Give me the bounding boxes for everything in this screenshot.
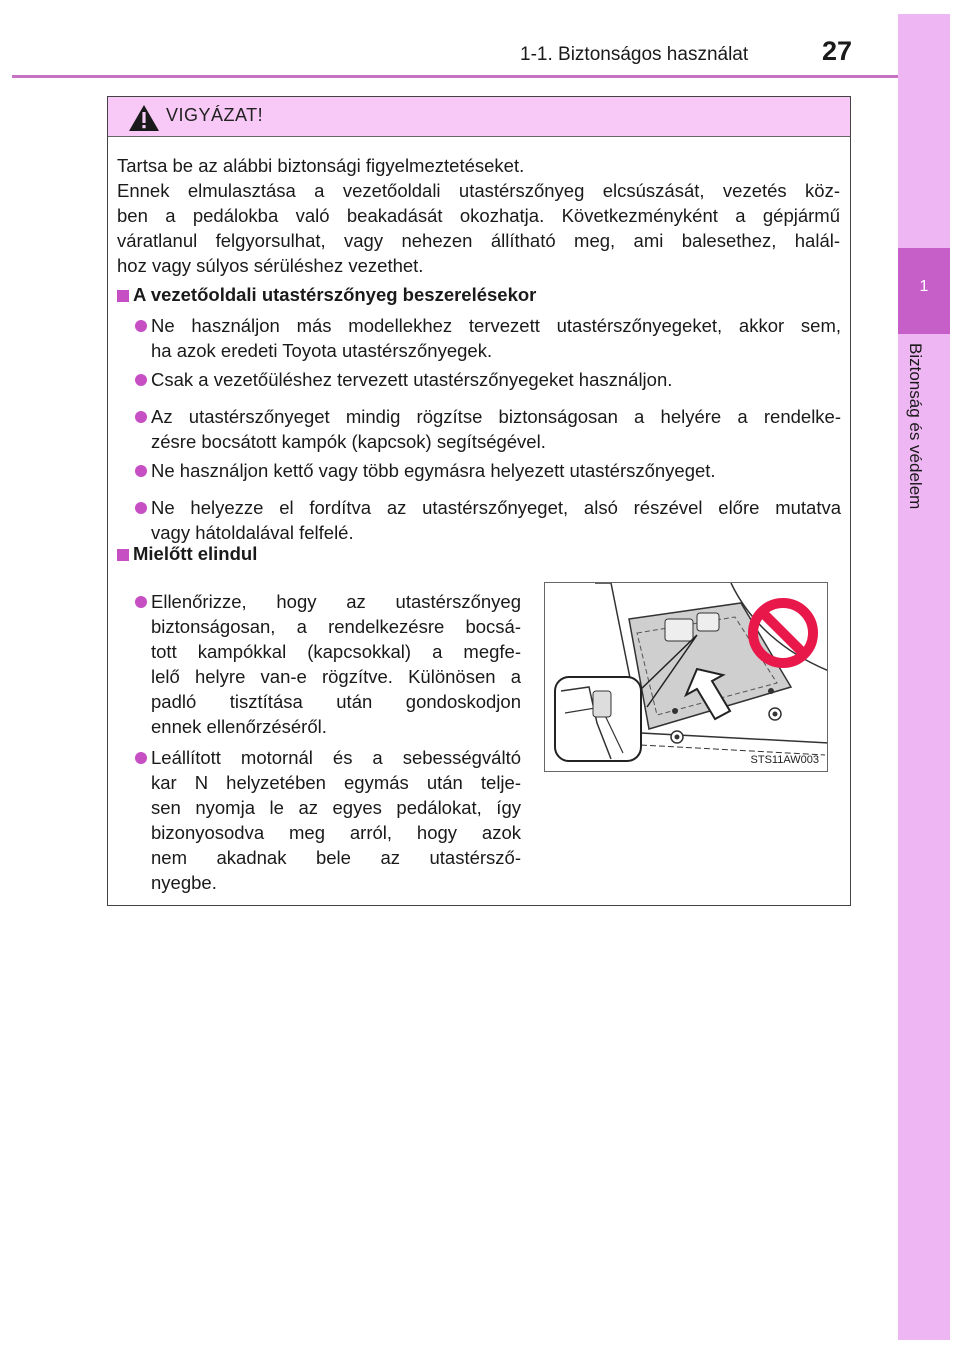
bullet-text: nyegbe.: [151, 872, 217, 893]
section-title: Mielőtt elindul: [133, 543, 258, 564]
warning-triangle-icon: [128, 104, 160, 132]
bullet-dot: [135, 320, 147, 332]
bullet-text: lelő helyre van-e rögzítve. Különösen a: [151, 666, 521, 687]
warning-header: [108, 97, 850, 137]
bullet-text: zésre bocsátott kampók (kapcsok) segítségével.: [151, 431, 546, 452]
side-tab-strip: [898, 14, 950, 1340]
warning-title: VIGYÁZAT!: [166, 105, 264, 125]
bullet-text: Ne helyezze el fordítva az utastérszőnyeget, alsó részével előre mutatva: [151, 497, 841, 518]
bullet-text: sen nyomja le az egyes pedálokat, így: [151, 797, 521, 818]
header-rule: [12, 75, 898, 78]
figure-code: STS11AW003: [750, 754, 819, 766]
bullet-text: Csak a vezetőüléshez tervezett utastérszőnyegeket használjon.: [151, 369, 673, 390]
intro-line: váratlanul felgyorsulhat, vagy nehezen állítható meg, ami balesethez, halál-: [117, 230, 840, 251]
chapter-tab[interactable]: 1: [898, 248, 950, 334]
running-header: 1-1. Biztonságos használat: [520, 44, 749, 65]
bullet-text: Ellenőrizze, hogy az utastérszőnyeg: [151, 591, 521, 612]
section-marker: [117, 290, 129, 302]
bullet-text: biztonságosan, a rendelkezésre bocsá-: [151, 616, 521, 637]
bullet-dot: [135, 596, 147, 608]
bullet-text: vagy hátoldalával felfelé.: [151, 522, 354, 543]
bullet-text: ennek ellenőrzéséről.: [151, 716, 327, 737]
bullet-dot: [135, 374, 147, 386]
page-number: 27: [822, 36, 853, 66]
bullet-text: bizonyosodva meg arról, hogy azok: [151, 822, 521, 843]
bullet-text: padló tisztítása után gondoskodjon: [151, 691, 521, 712]
intro-line: Tartsa be az alábbi biztonsági figyelmeztetéseket.: [117, 155, 525, 176]
bullet-text: Ne használjon kettő vagy több egymásra helyezett utastérszőnyeget.: [151, 460, 716, 481]
chapter-label: Biztonság és védelem: [906, 343, 925, 510]
intro-line: Ennek elmulasztása a vezetőoldali utastérszőnyeg elcsúszását, vezetés köz-: [117, 180, 840, 201]
floor-mat-illustration: [544, 582, 828, 772]
bullet-text: tott kampókkal (kapcsokkal) a megfe-: [151, 641, 521, 662]
bullet-dot: [135, 411, 147, 423]
bullet-dot: [135, 465, 147, 477]
section-title: A vezetőoldali utastérszőnyeg beszerelésekor: [133, 284, 537, 305]
intro-line: hoz vagy súlyos sérüléshez vezethet.: [117, 255, 424, 276]
intro-line: ben a pedálokba való beakadását okozhatja. Következményként a gépjármű: [117, 205, 840, 226]
section-marker: [117, 549, 129, 561]
bullet-dot: [135, 502, 147, 514]
bullet-text: kar N helyzetében egymás után telje-: [151, 772, 521, 793]
floor-mat-drawing: [545, 583, 828, 772]
bullet-text: nem akadnak bele az utastérsző-: [151, 847, 521, 868]
bullet-text: Ne használjon más modellekhez tervezett utastérszőnyegeket, akkor sem,: [151, 315, 841, 336]
bullet-dot: [135, 752, 147, 764]
bullet-text: Az utastérszőnyeget mindig rögzítse biztonságosan a helyére a rendelke-: [151, 406, 841, 427]
bullet-text: ha azok eredeti Toyota utastérszőnyegek.: [151, 340, 493, 361]
bullet-text: Leállított motornál és a sebességváltó: [151, 747, 521, 768]
